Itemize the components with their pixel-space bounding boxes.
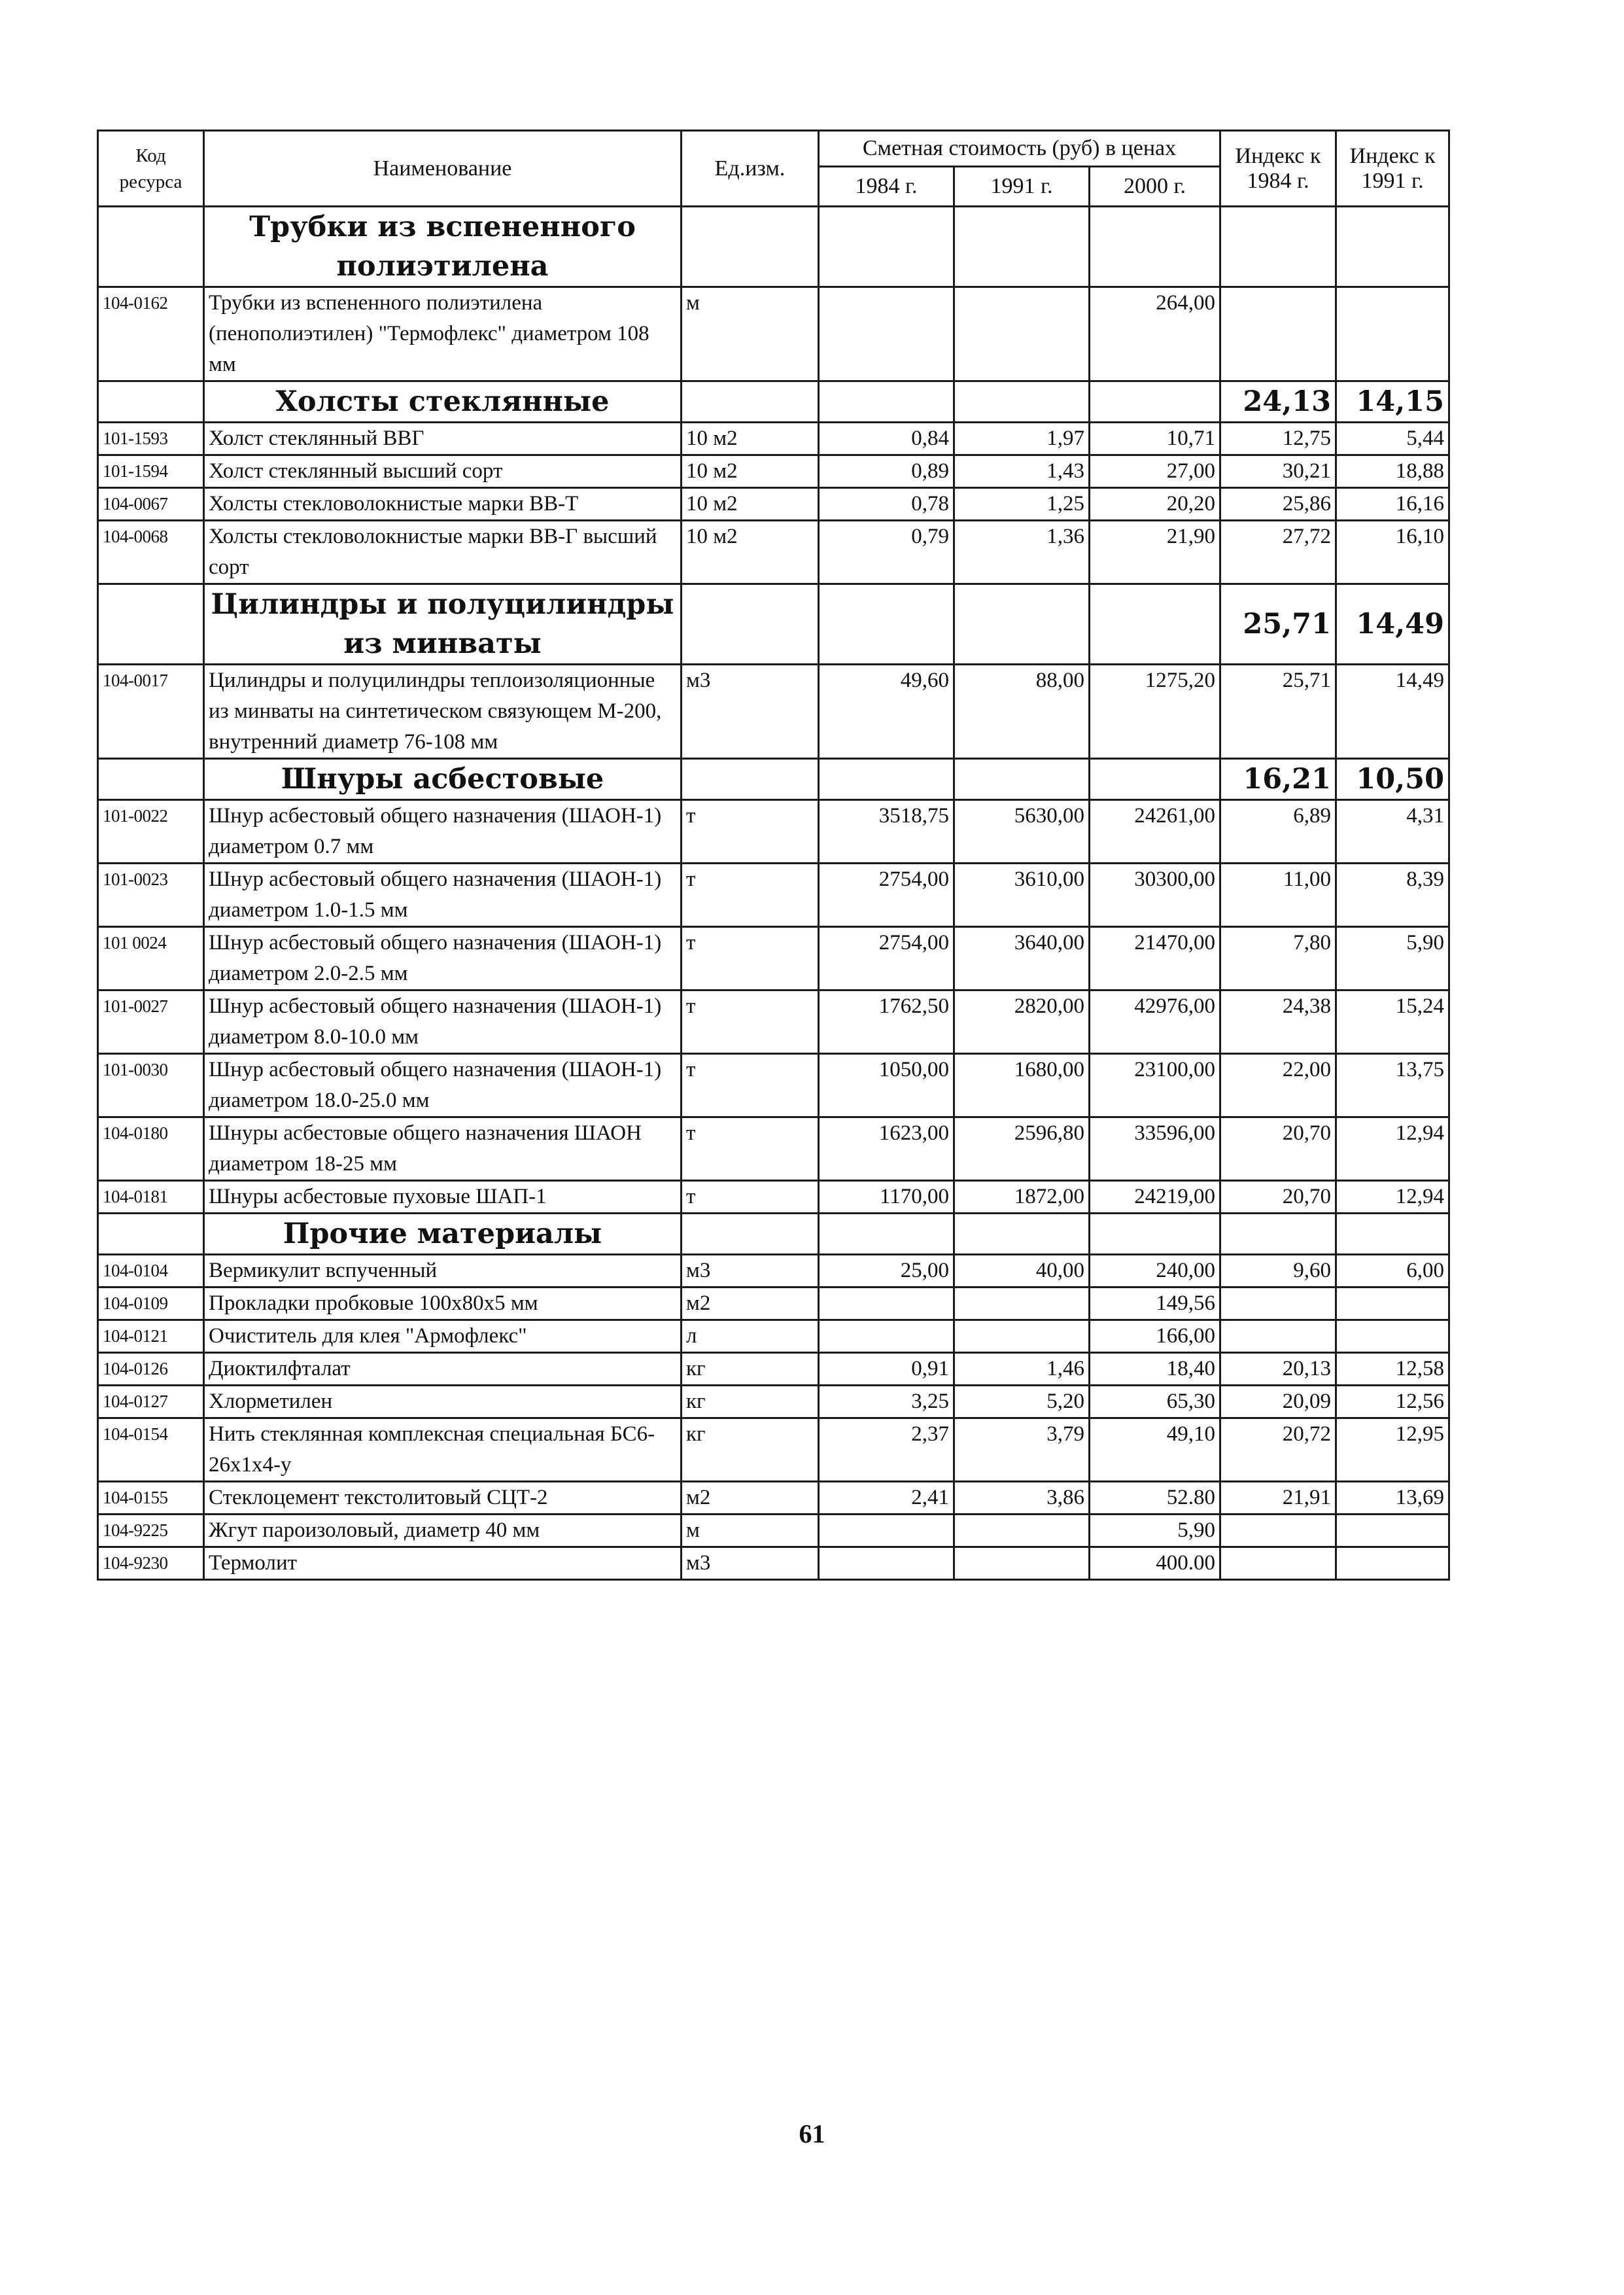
section-code-cell xyxy=(98,1214,204,1255)
resource-name: Шнур асбестовый общего назначения (ШАОН-1) диаметром 1.0-1.5 мм xyxy=(204,864,682,927)
index-to-1984: 11,00 xyxy=(1220,864,1336,927)
resource-code: 104-0104 xyxy=(98,1255,204,1288)
index-to-1984: 25,86 xyxy=(1220,488,1336,521)
index-to-1991: 12,58 xyxy=(1336,1353,1449,1386)
section-price-1991-cell xyxy=(954,381,1090,423)
index-to-1991: 12,94 xyxy=(1336,1117,1449,1181)
resource-code: 104-0154 xyxy=(98,1418,204,1482)
table-body xyxy=(98,207,1449,1580)
price-1991: 1,46 xyxy=(954,1353,1090,1386)
price-2000: 24261,00 xyxy=(1090,800,1220,864)
table-row xyxy=(98,1482,1449,1515)
price-1984: 2754,00 xyxy=(819,864,954,927)
index-to-1991: 16,10 xyxy=(1336,521,1449,584)
unit-of-measure: т xyxy=(682,1181,819,1214)
unit-of-measure: м xyxy=(682,1515,819,1547)
unit-of-measure: 10 м2 xyxy=(682,423,819,455)
index-to-1984: 27,72 xyxy=(1220,521,1336,584)
price-2000: 27,00 xyxy=(1090,455,1220,488)
price-1984 xyxy=(819,1547,954,1580)
unit-of-measure: т xyxy=(682,800,819,864)
index-to-1991 xyxy=(1336,1320,1449,1353)
section-unit-cell xyxy=(682,381,819,423)
index-to-1984 xyxy=(1220,1320,1336,1353)
price-2000: 166,00 xyxy=(1090,1320,1220,1353)
section-index-1984: 16,21 xyxy=(1220,759,1336,800)
section-price-1991-cell xyxy=(954,584,1090,665)
section-price-1991-cell xyxy=(954,1214,1090,1255)
section-title: Холсты стеклянные xyxy=(204,381,682,423)
price-2000: 21470,00 xyxy=(1090,927,1220,990)
table-row xyxy=(98,665,1449,759)
table-row xyxy=(98,1515,1449,1547)
price-1984: 2754,00 xyxy=(819,927,954,990)
resource-code: 104-0126 xyxy=(98,1353,204,1386)
price-1984: 0,84 xyxy=(819,423,954,455)
section-price-2000-cell xyxy=(1090,584,1220,665)
header-index-1984: Индекс к 1984 г. xyxy=(1220,131,1336,207)
resource-name: Шнур асбестовый общего назначения (ШАОН-1) диаметром 8.0-10.0 мм xyxy=(204,990,682,1054)
unit-of-measure: м3 xyxy=(682,665,819,759)
resource-code: 104-9230 xyxy=(98,1547,204,1580)
price-1991 xyxy=(954,1320,1090,1353)
unit-of-measure: т xyxy=(682,1117,819,1181)
table-row xyxy=(98,1547,1449,1580)
price-1984: 0,89 xyxy=(819,455,954,488)
resource-code: 101-0027 xyxy=(98,990,204,1054)
index-to-1991: 16,16 xyxy=(1336,488,1449,521)
resource-code: 104-0162 xyxy=(98,287,204,381)
section-index-1991: 14,49 xyxy=(1336,584,1449,665)
section-price-1984-cell xyxy=(819,584,954,665)
table-row xyxy=(98,1386,1449,1418)
price-1991: 5,20 xyxy=(954,1386,1090,1418)
section-header-row xyxy=(98,759,1449,800)
price-2000: 400.00 xyxy=(1090,1547,1220,1580)
header-year-1984: 1984 г. xyxy=(819,167,954,207)
index-to-1991 xyxy=(1336,1547,1449,1580)
resource-name: Прокладки пробковые 100х80х5 мм xyxy=(204,1288,682,1320)
section-price-1984-cell xyxy=(819,759,954,800)
unit-of-measure: м xyxy=(682,287,819,381)
section-price-1991-cell xyxy=(954,759,1090,800)
section-index-1984 xyxy=(1220,1214,1336,1255)
index-to-1984 xyxy=(1220,287,1336,381)
section-code-cell xyxy=(98,584,204,665)
index-to-1984: 20,72 xyxy=(1220,1418,1336,1482)
price-1984: 1050,00 xyxy=(819,1054,954,1117)
index-to-1984 xyxy=(1220,1288,1336,1320)
unit-of-measure: т xyxy=(682,927,819,990)
resource-code: 104-0068 xyxy=(98,521,204,584)
index-to-1984: 24,38 xyxy=(1220,990,1336,1054)
price-1991: 40,00 xyxy=(954,1255,1090,1288)
price-2000: 18,40 xyxy=(1090,1353,1220,1386)
price-2000: 52.80 xyxy=(1090,1482,1220,1515)
price-1991: 1680,00 xyxy=(954,1054,1090,1117)
table-header xyxy=(98,131,1449,207)
section-code-cell xyxy=(98,381,204,423)
price-1991: 1872,00 xyxy=(954,1181,1090,1214)
price-2000: 5,90 xyxy=(1090,1515,1220,1547)
price-1991 xyxy=(954,1515,1090,1547)
section-index-1991 xyxy=(1336,1214,1449,1255)
unit-of-measure: 10 м2 xyxy=(682,455,819,488)
index-to-1991: 13,69 xyxy=(1336,1482,1449,1515)
price-2000: 33596,00 xyxy=(1090,1117,1220,1181)
price-1991 xyxy=(954,1288,1090,1320)
price-2000: 65,30 xyxy=(1090,1386,1220,1418)
index-to-1984 xyxy=(1220,1547,1336,1580)
section-header-row xyxy=(98,584,1449,665)
price-1991: 3610,00 xyxy=(954,864,1090,927)
index-to-1991 xyxy=(1336,1515,1449,1547)
resource-name: Трубки из вспененного полиэтилена (пенополиэтилен) "Термофлекс" диаметром 108 мм xyxy=(204,287,682,381)
header-year-2000: 2000 г. xyxy=(1090,167,1220,207)
resource-code: 101-1594 xyxy=(98,455,204,488)
price-1991: 3640,00 xyxy=(954,927,1090,990)
index-to-1984: 22,00 xyxy=(1220,1054,1336,1117)
resource-code: 104-9225 xyxy=(98,1515,204,1547)
unit-of-measure: 10 м2 xyxy=(682,521,819,584)
index-to-1991 xyxy=(1336,287,1449,381)
table-row xyxy=(98,1288,1449,1320)
index-to-1991: 4,31 xyxy=(1336,800,1449,864)
resource-name: Цилиндры и полуцилиндры теплоизоляционные из минваты на синтетическом связующем М-200, внутренний диаметр 76-108 мм xyxy=(204,665,682,759)
table-row xyxy=(98,1353,1449,1386)
index-to-1991: 5,90 xyxy=(1336,927,1449,990)
header-year-1991: 1991 г. xyxy=(954,167,1090,207)
index-to-1984: 12,75 xyxy=(1220,423,1336,455)
unit-of-measure: т xyxy=(682,990,819,1054)
price-1984: 2,41 xyxy=(819,1482,954,1515)
index-to-1984: 9,60 xyxy=(1220,1255,1336,1288)
resource-code: 104-0155 xyxy=(98,1482,204,1515)
section-unit-cell xyxy=(682,207,819,287)
table-row xyxy=(98,521,1449,584)
unit-of-measure: т xyxy=(682,864,819,927)
header-resource-code: Код ресурса xyxy=(98,131,204,207)
section-index-1984: 25,71 xyxy=(1220,584,1336,665)
resource-name: Холст стеклянный ВВГ xyxy=(204,423,682,455)
section-title: Шнуры асбестовые xyxy=(204,759,682,800)
table-row xyxy=(98,927,1449,990)
section-price-2000-cell xyxy=(1090,759,1220,800)
index-to-1984: 7,80 xyxy=(1220,927,1336,990)
resource-code: 101-0023 xyxy=(98,864,204,927)
index-to-1991 xyxy=(1336,1288,1449,1320)
index-to-1984 xyxy=(1220,1515,1336,1547)
price-1991: 3,79 xyxy=(954,1418,1090,1482)
section-price-2000-cell xyxy=(1090,381,1220,423)
price-2000: 20,20 xyxy=(1090,488,1220,521)
index-to-1991: 15,24 xyxy=(1336,990,1449,1054)
unit-of-measure: м2 xyxy=(682,1482,819,1515)
index-to-1991: 6,00 xyxy=(1336,1255,1449,1288)
index-to-1984: 20,70 xyxy=(1220,1117,1336,1181)
price-1991 xyxy=(954,1547,1090,1580)
index-to-1984: 20,09 xyxy=(1220,1386,1336,1418)
price-1984: 1623,00 xyxy=(819,1117,954,1181)
price-1984: 0,91 xyxy=(819,1353,954,1386)
section-index-1991: 14,15 xyxy=(1336,381,1449,423)
resource-name: Шнуры асбестовые пуховые ШАП-1 xyxy=(204,1181,682,1214)
resource-code: 104-0067 xyxy=(98,488,204,521)
resource-name: Шнуры асбестовые общего назначения ШАОН диаметром 18-25 мм xyxy=(204,1117,682,1181)
index-to-1984: 6,89 xyxy=(1220,800,1336,864)
resource-name: Диоктилфталат xyxy=(204,1353,682,1386)
resource-name: Термолит xyxy=(204,1547,682,1580)
index-to-1991: 8,39 xyxy=(1336,864,1449,927)
index-to-1984: 20,13 xyxy=(1220,1353,1336,1386)
table-row xyxy=(98,455,1449,488)
unit-of-measure: кг xyxy=(682,1418,819,1482)
index-to-1984: 20,70 xyxy=(1220,1181,1336,1214)
price-2000: 24219,00 xyxy=(1090,1181,1220,1214)
resource-code: 101-0030 xyxy=(98,1054,204,1117)
price-1984 xyxy=(819,1320,954,1353)
price-2000: 42976,00 xyxy=(1090,990,1220,1054)
price-2000: 264,00 xyxy=(1090,287,1220,381)
resource-code: 104-0109 xyxy=(98,1288,204,1320)
resource-name: Стеклоцемент текстолитовый СЦТ-2 xyxy=(204,1482,682,1515)
resource-code: 104-0121 xyxy=(98,1320,204,1353)
price-2000: 21,90 xyxy=(1090,521,1220,584)
price-1991: 2820,00 xyxy=(954,990,1090,1054)
section-title: Прочие материалы xyxy=(204,1214,682,1255)
price-1991: 1,36 xyxy=(954,521,1090,584)
table-row xyxy=(98,990,1449,1054)
index-to-1991: 14,49 xyxy=(1336,665,1449,759)
section-price-2000-cell xyxy=(1090,1214,1220,1255)
resource-code: 104-0017 xyxy=(98,665,204,759)
index-to-1991: 13,75 xyxy=(1336,1054,1449,1117)
unit-of-measure: кг xyxy=(682,1353,819,1386)
table-row xyxy=(98,1117,1449,1181)
price-1991: 1,97 xyxy=(954,423,1090,455)
table-row xyxy=(98,800,1449,864)
index-to-1991: 12,56 xyxy=(1336,1386,1449,1418)
section-header-row xyxy=(98,381,1449,423)
resource-code: 101 0024 xyxy=(98,927,204,990)
resource-name: Хлорметилен xyxy=(204,1386,682,1418)
resource-name: Шнур асбестовый общего назначения (ШАОН-1) диаметром 18.0-25.0 мм xyxy=(204,1054,682,1117)
price-2000: 149,56 xyxy=(1090,1288,1220,1320)
section-title: Трубки из вспененного полиэтилена xyxy=(204,207,682,287)
price-1984 xyxy=(819,1515,954,1547)
header-index-1991: Индекс к 1991 г. xyxy=(1336,131,1449,207)
table-row xyxy=(98,1054,1449,1117)
price-1984: 1762,50 xyxy=(819,990,954,1054)
section-price-1984-cell xyxy=(819,381,954,423)
price-1991: 5630,00 xyxy=(954,800,1090,864)
price-1984: 0,78 xyxy=(819,488,954,521)
price-index-table xyxy=(97,130,1450,1581)
index-to-1991: 18,88 xyxy=(1336,455,1449,488)
resource-code: 104-0127 xyxy=(98,1386,204,1418)
index-to-1991: 12,95 xyxy=(1336,1418,1449,1482)
table-row xyxy=(98,488,1449,521)
unit-of-measure: 10 м2 xyxy=(682,488,819,521)
index-to-1984: 25,71 xyxy=(1220,665,1336,759)
index-to-1984: 30,21 xyxy=(1220,455,1336,488)
unit-of-measure: т xyxy=(682,1054,819,1117)
price-1991: 1,25 xyxy=(954,488,1090,521)
section-price-1984-cell xyxy=(819,207,954,287)
header-unit: Ед.изм. xyxy=(682,131,819,207)
resource-name: Жгут пароизоловый, диаметр 40 мм xyxy=(204,1515,682,1547)
table-row xyxy=(98,287,1449,381)
section-index-1984: 24,13 xyxy=(1220,381,1336,423)
price-2000: 23100,00 xyxy=(1090,1054,1220,1117)
price-2000: 1275,20 xyxy=(1090,665,1220,759)
section-code-cell xyxy=(98,759,204,800)
table-row xyxy=(98,1255,1449,1288)
table-row xyxy=(98,864,1449,927)
section-price-1984-cell xyxy=(819,1214,954,1255)
section-header-row xyxy=(98,1214,1449,1255)
section-unit-cell xyxy=(682,1214,819,1255)
price-1984: 25,00 xyxy=(819,1255,954,1288)
resource-code: 104-0181 xyxy=(98,1181,204,1214)
price-1984 xyxy=(819,1288,954,1320)
section-header-row xyxy=(98,207,1449,287)
price-1984: 3518,75 xyxy=(819,800,954,864)
table-row xyxy=(98,1181,1449,1214)
resource-name: Вермикулит вспученный xyxy=(204,1255,682,1288)
price-2000: 49,10 xyxy=(1090,1418,1220,1482)
price-1991: 3,86 xyxy=(954,1482,1090,1515)
resource-code: 101-0022 xyxy=(98,800,204,864)
header-name: Наименование xyxy=(204,131,682,207)
resource-name: Холст стеклянный высший сорт xyxy=(204,455,682,488)
price-1991: 1,43 xyxy=(954,455,1090,488)
price-1984: 1170,00 xyxy=(819,1181,954,1214)
section-index-1991: 10,50 xyxy=(1336,759,1449,800)
price-1984: 49,60 xyxy=(819,665,954,759)
price-2000: 240,00 xyxy=(1090,1255,1220,1288)
section-code-cell xyxy=(98,207,204,287)
price-1984 xyxy=(819,287,954,381)
resource-name: Шнур асбестовый общего назначения (ШАОН-1) диаметром 2.0-2.5 мм xyxy=(204,927,682,990)
table-row xyxy=(98,1320,1449,1353)
resource-code: 104-0180 xyxy=(98,1117,204,1181)
unit-of-measure: кг xyxy=(682,1386,819,1418)
index-to-1984: 21,91 xyxy=(1220,1482,1336,1515)
section-title: Цилиндры и полуцилиндры из минваты xyxy=(204,584,682,665)
resource-name: Нить стеклянная комплексная специальная БС6-26х1х4-у xyxy=(204,1418,682,1482)
price-1984: 3,25 xyxy=(819,1386,954,1418)
price-2000: 10,71 xyxy=(1090,423,1220,455)
section-index-1991 xyxy=(1336,207,1449,287)
section-index-1984 xyxy=(1220,207,1336,287)
resource-code: 101-1593 xyxy=(98,423,204,455)
section-unit-cell xyxy=(682,759,819,800)
section-price-1991-cell xyxy=(954,207,1090,287)
unit-of-measure: л xyxy=(682,1320,819,1353)
unit-of-measure: м3 xyxy=(682,1255,819,1288)
index-to-1991: 12,94 xyxy=(1336,1181,1449,1214)
table-row xyxy=(98,423,1449,455)
price-1984: 2,37 xyxy=(819,1418,954,1482)
table-row xyxy=(98,1418,1449,1482)
resource-name: Холсты стекловолокнистые марки ВВ-Т xyxy=(204,488,682,521)
price-1991 xyxy=(954,287,1090,381)
section-price-2000-cell xyxy=(1090,207,1220,287)
unit-of-measure: м3 xyxy=(682,1547,819,1580)
section-unit-cell xyxy=(682,584,819,665)
index-to-1991: 5,44 xyxy=(1336,423,1449,455)
header-estimated-cost: Сметная стоимость (руб) в ценах xyxy=(819,131,1220,167)
unit-of-measure: м2 xyxy=(682,1288,819,1320)
resource-name: Шнур асбестовый общего назначения (ШАОН-1) диаметром 0.7 мм xyxy=(204,800,682,864)
page-number: 61 xyxy=(799,2119,825,2148)
price-1991: 88,00 xyxy=(954,665,1090,759)
resource-name: Холсты стекловолокнистые марки ВВ-Г высший сорт xyxy=(204,521,682,584)
price-2000: 30300,00 xyxy=(1090,864,1220,927)
resource-name: Очиститель для клея "Армофлекс" xyxy=(204,1320,682,1353)
price-1991: 2596,80 xyxy=(954,1117,1090,1181)
price-1984: 0,79 xyxy=(819,521,954,584)
